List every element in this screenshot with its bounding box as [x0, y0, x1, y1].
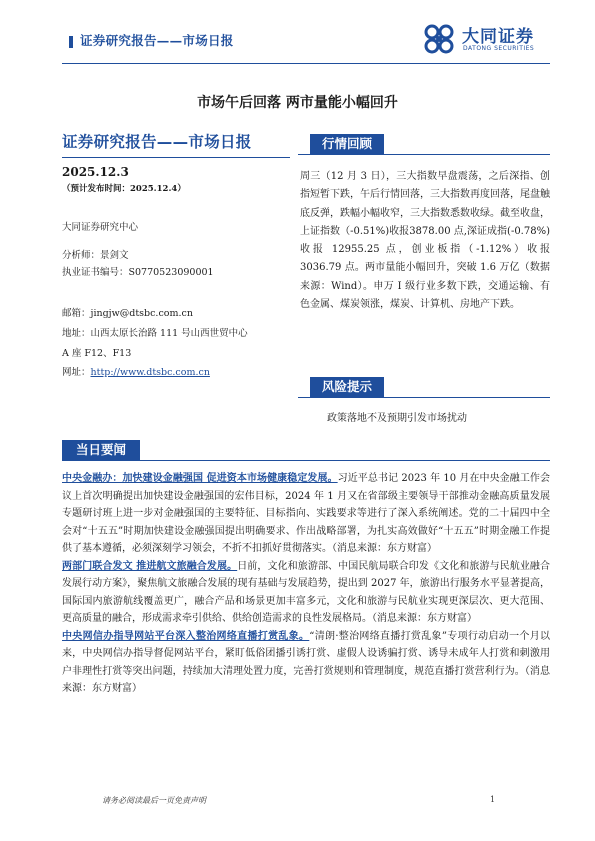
report-title: 市场午后回落 两市量能小幅回升 [197, 95, 398, 111]
header-label: 证券研究报告——市场日报 [80, 33, 234, 48]
address-line1: 地址：山西太原长治路 111 号山西世贸中心 [62, 328, 248, 339]
risk-text: 政策落地不及预期引发市场扰动 [327, 413, 467, 424]
address-line2: A 座 F12、F13 [62, 348, 132, 359]
news-headline[interactable]: 中央网信办指导网站平台深入整治网络直播打赏乱象。 [62, 630, 310, 642]
market-review-text: 周三（12 月 3 日），三大指数早盘震荡，之后深指、创指短暂下跌，午后行情回落，三大指数再度回落，尾盘触底反弹，跌幅小幅收窄，三大指数悉数收绿。截至收盘，上证指数（-0.51%)收报3878.00 点,深证成指(-0.78%)收报 12955.25 点，创业板指（-1.12%）收报3036.79 点。两市量能小幅回升，突破 1.6 万亿（数据来源：Wind）。申万 I 级行业多数下跌，交通运输、有色金属、煤炭领涨，煤炭、计算机、房地产下跌。 [300, 171, 550, 311]
website-label: 网址： [62, 367, 91, 378]
footer-disclaimer: 请务必阅读最后一页免责声明 [102, 796, 206, 805]
report-date: 2025.12.3 [62, 165, 129, 179]
website-link[interactable]: http://www.dtsbc.com.cn [90, 367, 210, 378]
news-item [62, 470, 550, 558]
header-rule [62, 63, 550, 64]
market-heading: 行情回顾 [310, 134, 384, 154]
institute: 大同证券研究中心 [62, 222, 139, 233]
logo-english: DATONG SECURITIES [463, 45, 535, 52]
report-type: 证券研究报告——市场日报 [62, 133, 252, 151]
header-accent-bar [69, 36, 73, 48]
news-body: 习近平总书记 2023 年 10 月在中央金融工作会议上首次明确提出加快建设金融强国的宏伟目标，2024 年 1 月又在省部级主要领导干部推动金融高质量发展专题研讨班上进一步对金融强国的主要特征、目标指向、实践要求等进行了深入系统阐述。党的二十届四中全会对“十五五”时期加快建设金融强国提出明确要求、作出战略部署，为扎实高效做好“十五五”时期金融工作提供了基本遵循，必须深刻学习领会，不折不扣抓好贯彻落实。（消息来源：东方财富） [62, 473, 550, 554]
news-heading: 当日要闻 [62, 440, 140, 460]
cert-number: 执业证书编号：S0770523090001 [62, 267, 214, 278]
page-number: 1 [490, 795, 496, 804]
news-item [62, 628, 550, 698]
email: 邮箱：jingjw@dtsbc.com.cn [62, 308, 193, 319]
news-headline[interactable]: 中央金融办：加快建设金融强国 促进资本市场健康稳定发展。 [62, 473, 338, 484]
company-logo-icon [420, 22, 458, 58]
risk-rule [298, 397, 550, 398]
news-body: “清朗·整治网络直播打赏乱象”专项行动启动一个月以来，中央网信办指导督促网站平台，紧盯低俗团播引诱打赏、虚假人设诱骗打赏、诱导未成年人打赏和刺激用户非理性打赏等突出问题，持续加大清理处置力度，完善打赏规则和管理制度，规范直播打赏营利行为。（消息来源：东方财富） [62, 630, 550, 694]
logo-text: 大同证券 [462, 27, 534, 47]
publish-time: （预计发布时间：2025.12.4） [62, 184, 186, 194]
market-rule [298, 154, 550, 155]
website [62, 364, 210, 378]
risk-heading: 风险提示 [310, 377, 384, 397]
news-item [62, 558, 550, 628]
analyst: 分析师：景剑文 [62, 250, 129, 261]
news-rule [62, 460, 550, 461]
left-rule [62, 157, 290, 158]
news-body: 日前，文化和旅游部、中国民航局联合印发《文化和旅游与民航业融合发展行动方案》，聚焦航文旅融合发展的现有基础与发展趋势，提出到 2027 年，旅游出行服务水平显著提高，国际国内旅游航线覆盖更广，融合产品和场景更加丰富多元，文化和旅游与民航业实现更深层次、更大范围、更高质量的融合，形成需求牵引供给、供给创造需求的良性发展格局。（消息来源：东方财富） [62, 560, 551, 624]
news-list [62, 470, 550, 698]
news-headline[interactable]: 两部门联合发文 推进航文旅融合发展。 [62, 560, 238, 572]
